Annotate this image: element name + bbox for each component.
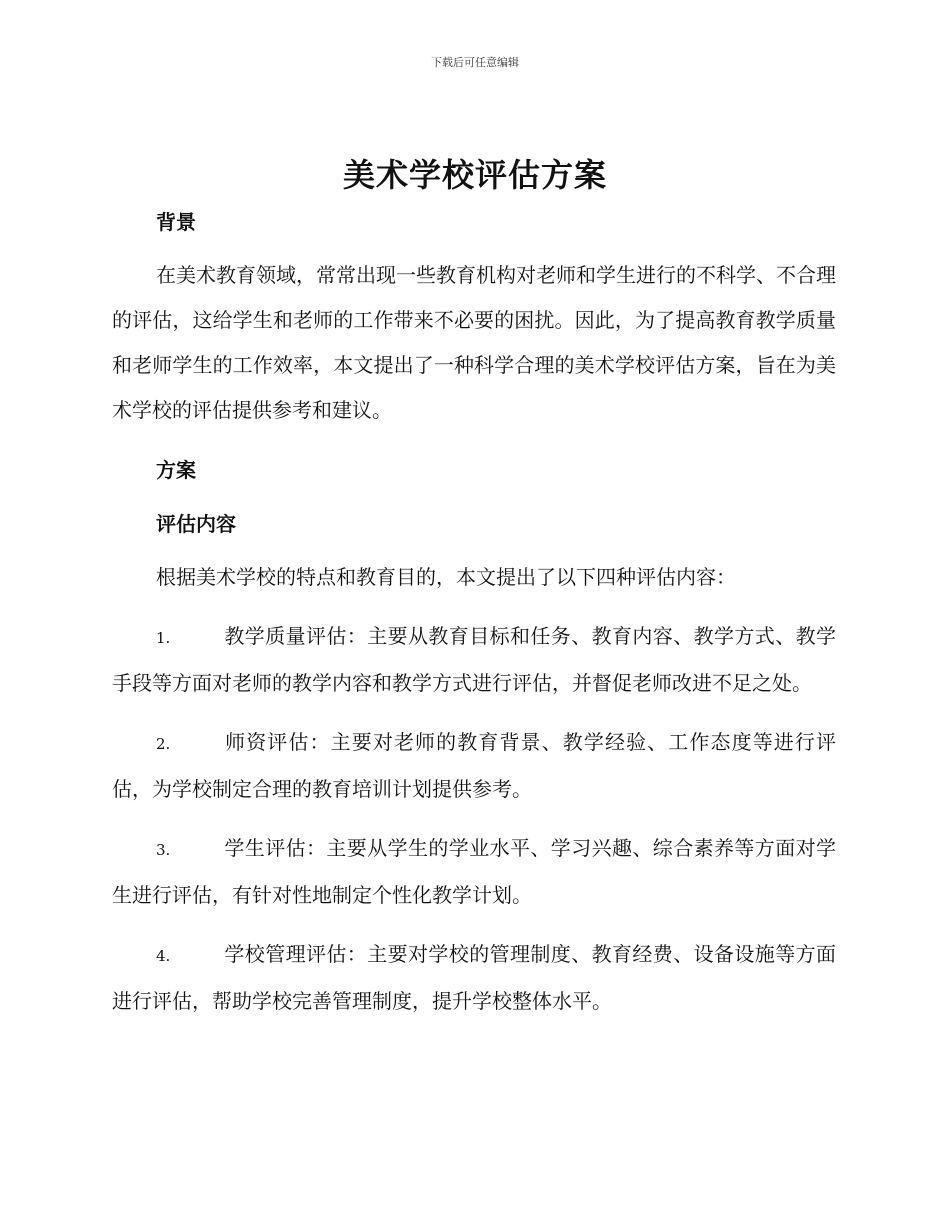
list-item-1	[112, 614, 836, 706]
list-item-2	[112, 720, 836, 812]
list-item-3	[112, 826, 836, 918]
list-item-4	[112, 932, 836, 1024]
list-item-text: 学校管理评估：主要对学校的管理制度、教育经费、设备设施等方面进行评估，帮助学校完善管理制度，提升学校整体水平。	[112, 942, 836, 1013]
background-paragraph: 在美术教育领域，常常出现一些教育机构对老师和学生进行的不科学、不合理的评估，这给学生和老师的工作带来不必要的困扰。因此，为了提高教育教学质量和老师学生的工作效率，本文提出了一种科学合理的美术学校评估方案，旨在为美术学校的评估提供参考和建议。	[112, 263, 836, 422]
list-item-text: 教学质量评估：主要从教育目标和任务、教育内容、教学方式、教学手段等方面对老师的教学内容和教学方式进行评估，并督促老师改进不足之处。	[112, 624, 836, 695]
content-intro-paragraph: 根据美术学校的特点和教育目的，本文提出了以下四种评估内容：	[156, 565, 736, 589]
list-number: 3.	[156, 841, 171, 859]
header-note: 下载后可任意编辑	[431, 56, 519, 69]
document-title: 美术学校评估方案	[342, 156, 607, 194]
section-heading-content: 评估内容	[156, 512, 236, 536]
list-number: 1.	[156, 629, 171, 647]
list-item-text: 师资评估：主要对老师的教育背景、教学经验、工作态度等进行评估，为学校制定合理的教育培训计划提供参考。	[112, 730, 836, 801]
document-body	[112, 205, 836, 1024]
list-number: 2.	[156, 735, 171, 753]
section-heading-background: 背景	[156, 210, 196, 234]
section-heading-plan: 方案	[156, 458, 196, 482]
list-item-text: 学生评估：主要从学生的学业水平、学习兴趣、综合素养等方面对学生进行评估，有针对性地制定个性化教学计划。	[112, 836, 836, 907]
list-number: 4.	[156, 947, 171, 965]
